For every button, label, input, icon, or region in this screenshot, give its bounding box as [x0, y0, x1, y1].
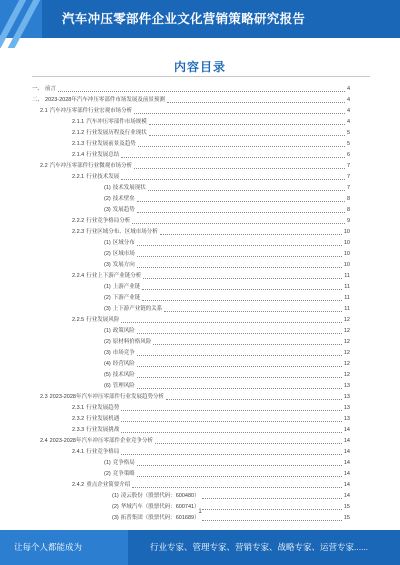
- toc-entry-number: 2.1.2: [72, 130, 85, 136]
- toc-entry[interactable]: [32, 238, 350, 249]
- toc-entry-label: 行业发展挑战: [86, 427, 120, 433]
- toc-leader-dots: [121, 410, 342, 411]
- toc-entry-label: 行业发展趋势: [86, 405, 120, 411]
- toc-entry-label: 行业技术发展: [86, 174, 120, 180]
- toc-entry-label: 拓普集团（股票代码：601689）: [120, 515, 200, 521]
- toc-entry-number: (5): [104, 372, 111, 378]
- toc-entry[interactable]: [32, 106, 350, 117]
- toc-entry[interactable]: [32, 282, 350, 293]
- toc-entry-label: 上下游产业链的关系: [112, 306, 163, 312]
- toc-entry-number: (2): [104, 196, 111, 202]
- toc-entry-number: 2.3: [40, 394, 48, 400]
- toc-leader-dots: [137, 333, 342, 334]
- toc-entry-number: 二、: [32, 97, 44, 103]
- toc-entry-page: 15: [343, 504, 350, 510]
- toc-entry[interactable]: [32, 458, 350, 469]
- toc-entry[interactable]: [32, 249, 350, 260]
- toc-entry[interactable]: [32, 95, 350, 106]
- toc-entry[interactable]: [32, 392, 350, 403]
- toc-entry[interactable]: [32, 271, 350, 282]
- toc-entry-page: 12: [343, 328, 350, 334]
- toc-entry-page: 6: [346, 152, 350, 158]
- toc-leader-dots: [137, 256, 342, 257]
- toc-entry-page: 15: [343, 515, 350, 521]
- toc-entry-page: 12: [343, 372, 350, 378]
- toc-entry[interactable]: [32, 194, 350, 205]
- toc-entry-page: 12: [343, 350, 350, 356]
- toc-entry-page: 9: [346, 218, 350, 224]
- toc-leader-dots: [132, 223, 345, 224]
- toc-entry-number: (1): [104, 185, 111, 191]
- toc-entry-label: 行业上下游产业链分析: [86, 273, 142, 279]
- toc-entry-label: 技术发展现状: [112, 185, 146, 191]
- toc-entry[interactable]: [32, 161, 350, 172]
- toc-entry[interactable]: [32, 436, 350, 447]
- toc-leader-dots: [137, 377, 342, 378]
- toc-entry-label: 经营风险: [112, 361, 135, 367]
- toc-entry-page: 12: [343, 317, 350, 323]
- toc-entry-label: 汽车冲压零部件行业微观市场分析: [49, 163, 133, 169]
- toc-entry-page: 13: [343, 405, 350, 411]
- toc-entry-page: 14: [343, 482, 350, 488]
- toc-leader-dots: [137, 267, 342, 268]
- toc-entry[interactable]: [32, 337, 350, 348]
- toc-entry[interactable]: [32, 117, 350, 128]
- footer-slogan-left: 让每个人都能成为: [14, 542, 83, 552]
- toc-entry[interactable]: [32, 84, 350, 95]
- toc-entry-number: (1): [104, 240, 111, 246]
- toc-entry[interactable]: [32, 139, 350, 150]
- toc-entry-label: 行业发展总结: [86, 152, 120, 158]
- toc-entry-label: 政策风险: [112, 328, 135, 334]
- toc-entry[interactable]: [32, 403, 350, 414]
- toc-entry-number: (3): [112, 515, 119, 521]
- toc-entry-label: 原材料价格风险: [112, 339, 152, 345]
- toc-entry[interactable]: [32, 469, 350, 480]
- toc-leader-dots: [149, 135, 345, 136]
- toc-entry[interactable]: [32, 480, 350, 491]
- toc-leader-dots: [160, 234, 342, 235]
- toc-entry-label: 行业发展机遇: [86, 416, 120, 422]
- toc-entry-label: 行业发展历程及行业现状: [86, 130, 147, 136]
- toc-entry-number: (1): [104, 460, 111, 466]
- toc-entry-number: (3): [104, 350, 111, 356]
- toc-entry-number: 2.3.1: [72, 405, 85, 411]
- toc-entry-number: 2.1.3: [72, 141, 85, 147]
- header-bar: [0, 0, 400, 38]
- toc-entry-page: 8: [346, 207, 350, 213]
- footer-accent: [0, 530, 128, 565]
- toc-leader-dots: [121, 454, 342, 455]
- toc-title: 内容目录: [173, 60, 226, 74]
- toc-entry-number: (1): [104, 328, 111, 334]
- toc-entry-label: 2023-2028年汽车冲压零部件企业竞争分析: [49, 438, 153, 444]
- toc-leader-dots: [134, 168, 345, 169]
- table-of-contents: [32, 84, 350, 524]
- toc-entry-number: 2.2.3: [72, 229, 85, 235]
- toc-leader-dots: [137, 476, 342, 477]
- toc-entry-label: 管理风险: [112, 383, 135, 389]
- toc-entry-page: 13: [343, 394, 350, 400]
- toc-leader-dots: [137, 366, 342, 367]
- toc-entry[interactable]: [32, 227, 350, 238]
- toc-leader-dots: [166, 399, 342, 400]
- toc-entry-number: 2.4: [40, 438, 48, 444]
- toc-entry[interactable]: [32, 172, 350, 183]
- toc-entry-page: 14: [343, 438, 350, 444]
- toc-leader-dots: [148, 190, 345, 191]
- toc-leader-dots: [137, 355, 342, 356]
- toc-entry[interactable]: [32, 183, 350, 194]
- toc-entry[interactable]: [32, 425, 350, 436]
- toc-leader-dots: [202, 498, 342, 499]
- toc-entry-label: 行业发展风险: [86, 317, 120, 323]
- toc-entry-number: (2): [104, 471, 111, 477]
- toc-leader-dots: [137, 201, 345, 202]
- toc-entry[interactable]: [32, 293, 350, 304]
- toc-entry-page: 7: [346, 174, 350, 180]
- footer-bar: [0, 530, 400, 565]
- toc-entry-number: 2.2.1: [72, 174, 85, 180]
- toc-entry-number: (6): [104, 383, 111, 389]
- toc-entry-label: 行业区域分布、区域市场分析: [86, 229, 158, 235]
- toc-entry-page: 12: [343, 339, 350, 345]
- toc-entry-page: 4: [346, 97, 350, 103]
- toc-entry-label: 汽车冲压零部件市场规模: [86, 119, 147, 125]
- toc-entry-label: 市场竞争: [112, 350, 135, 356]
- toc-entry[interactable]: [32, 414, 350, 425]
- toc-entry-number: 2.3.3: [72, 427, 85, 433]
- toc-leader-dots: [155, 443, 342, 444]
- toc-leader-dots: [121, 421, 342, 422]
- toc-entry-number: (2): [104, 339, 111, 345]
- toc-entry[interactable]: [32, 260, 350, 271]
- toc-entry-label: 区域分布: [112, 240, 135, 246]
- toc-entry-page: 14: [343, 427, 350, 433]
- toc-entry[interactable]: [32, 447, 350, 458]
- toc-entry-label: 技术壁垒: [112, 196, 135, 202]
- toc-leader-dots: [134, 113, 345, 114]
- toc-leader-dots: [121, 432, 342, 433]
- toc-leader-dots: [121, 322, 342, 323]
- toc-entry-number: 2.4.2: [72, 482, 85, 488]
- toc-leader-dots: [153, 344, 342, 345]
- toc-entry[interactable]: [32, 150, 350, 161]
- toc-entry-number: (2): [112, 504, 119, 510]
- toc-entry[interactable]: [32, 370, 350, 381]
- toc-entry-number: 一、: [32, 86, 44, 92]
- toc-entry-label: 凌云股份（股票代码：600480）: [120, 493, 200, 499]
- toc-entry-page: 10: [343, 251, 350, 257]
- toc-entry-number: 2.1.1: [72, 119, 85, 125]
- toc-entry[interactable]: [32, 205, 350, 216]
- toc-entry[interactable]: [32, 326, 350, 337]
- toc-entry[interactable]: [32, 216, 350, 227]
- toc-entry-page: 14: [343, 460, 350, 466]
- toc-entry-label: 发展趋势: [112, 207, 135, 213]
- toc-entry-number: 2.2.4: [72, 273, 85, 279]
- toc-entry-page: 14: [343, 471, 350, 477]
- toc-leader-dots: [202, 520, 342, 521]
- toc-entry-number: (2): [104, 251, 111, 257]
- toc-leader-dots: [149, 124, 345, 125]
- toc-entry-number: (1): [112, 493, 119, 499]
- toc-leader-dots: [164, 311, 342, 312]
- toc-entry-label: 行业竞争格局分析: [86, 218, 131, 224]
- toc-entry[interactable]: [32, 315, 350, 326]
- toc-entry-label: 行业发展前景及趋势: [86, 141, 136, 147]
- toc-entry-number: (1): [104, 284, 111, 290]
- toc-leader-dots: [132, 487, 342, 488]
- toc-leader-dots: [167, 102, 345, 103]
- footer-slogan-right: 行业专家、管理专家、营销专家、战略专家、运营专家......: [150, 542, 369, 552]
- header-accent: [0, 0, 42, 38]
- toc-entry-page: 7: [346, 163, 350, 169]
- toc-leader-dots: [142, 289, 342, 290]
- toc-entry-number: 2.1: [40, 108, 48, 114]
- toc-entry-page: 4: [346, 86, 350, 92]
- toc-entry-label: 发展方向: [112, 262, 135, 268]
- toc-entry-number: (2): [104, 295, 111, 301]
- toc-entry-page: 11: [344, 306, 350, 312]
- toc-entry-label: 下游产业链: [112, 295, 141, 301]
- toc-entry-number: 2.1.4: [72, 152, 85, 158]
- toc-entry-page: 4: [346, 119, 350, 125]
- toc-entry-number: 2.3.2: [72, 416, 85, 422]
- toc-entry-page: 13: [343, 416, 350, 422]
- toc-entry-label: 重点企业简要介绍: [86, 482, 131, 488]
- toc-entry[interactable]: [32, 381, 350, 392]
- toc-leader-dots: [137, 212, 345, 213]
- toc-entry-page: 13: [343, 383, 350, 389]
- toc-entry-page: 14: [343, 449, 350, 455]
- toc-entry-label: 技术风险: [112, 372, 135, 378]
- toc-entry-page: 11: [344, 273, 350, 279]
- toc-entry-number: 2.2.2: [72, 218, 85, 224]
- toc-entry-page: 11: [344, 284, 350, 290]
- toc-entry-number: (4): [104, 361, 111, 367]
- report-title: 汽车冲压零部件企业文化营销策略研究报告: [62, 12, 306, 26]
- toc-entry-page: 10: [343, 229, 350, 235]
- toc-entry-label: 汽车冲压零部件行业宏观市场分析: [49, 108, 133, 114]
- toc-entry-page: 10: [343, 240, 350, 246]
- page-number: 1: [198, 509, 202, 515]
- toc-entry-label: 竞争策略: [112, 471, 135, 477]
- toc-entry-label: 2023-2028年汽车冲压零部件行业发展趋势分析: [49, 394, 164, 400]
- toc-entry-label: 竞争格局: [112, 460, 135, 466]
- toc-entry-page: 7: [346, 185, 350, 191]
- toc-divider: [32, 76, 370, 77]
- toc-entry-number: 2.4.1: [72, 449, 85, 455]
- toc-leader-dots: [138, 146, 345, 147]
- toc-entry-label: 前言: [45, 86, 57, 92]
- toc-entry[interactable]: [32, 304, 350, 315]
- toc-entry-number: 2.2: [40, 163, 48, 169]
- toc-entry-number: (3): [104, 207, 111, 213]
- toc-leader-dots: [121, 179, 345, 180]
- toc-leader-dots: [143, 278, 342, 279]
- toc-entry-label: 区域市场: [112, 251, 135, 257]
- toc-entry-number: 2.2.5: [72, 317, 85, 323]
- toc-leader-dots: [142, 300, 342, 301]
- toc-entry-label: 华域汽车（股票代码：600741）: [120, 504, 200, 510]
- toc-entry-page: 5: [346, 130, 350, 136]
- toc-leader-dots: [137, 245, 342, 246]
- toc-entry[interactable]: [32, 128, 350, 139]
- toc-entry-label: 上游产业链: [112, 284, 141, 290]
- toc-entry-page: 10: [343, 262, 350, 268]
- toc-leader-dots: [58, 91, 345, 92]
- toc-entry-page: 14: [343, 493, 350, 499]
- toc-entry[interactable]: [32, 359, 350, 370]
- toc-leader-dots: [121, 157, 345, 158]
- toc-entry[interactable]: [32, 348, 350, 359]
- toc-leader-dots: [137, 465, 342, 466]
- toc-entry-number: (3): [104, 262, 111, 268]
- toc-entry-page: 11: [344, 295, 350, 301]
- toc-entry[interactable]: [32, 491, 350, 502]
- toc-entry-page: 8: [346, 196, 350, 202]
- toc-entry-number: (3): [104, 306, 111, 312]
- toc-entry-page: 4: [346, 108, 350, 114]
- toc-entry-page: 5: [346, 141, 350, 147]
- toc-entry-page: 12: [343, 361, 350, 367]
- toc-entry-label: 2023-2028年汽车冲压零部件市场发展及前景预测: [45, 97, 165, 103]
- toc-entry-label: 行业竞争格局: [86, 449, 120, 455]
- toc-leader-dots: [137, 388, 342, 389]
